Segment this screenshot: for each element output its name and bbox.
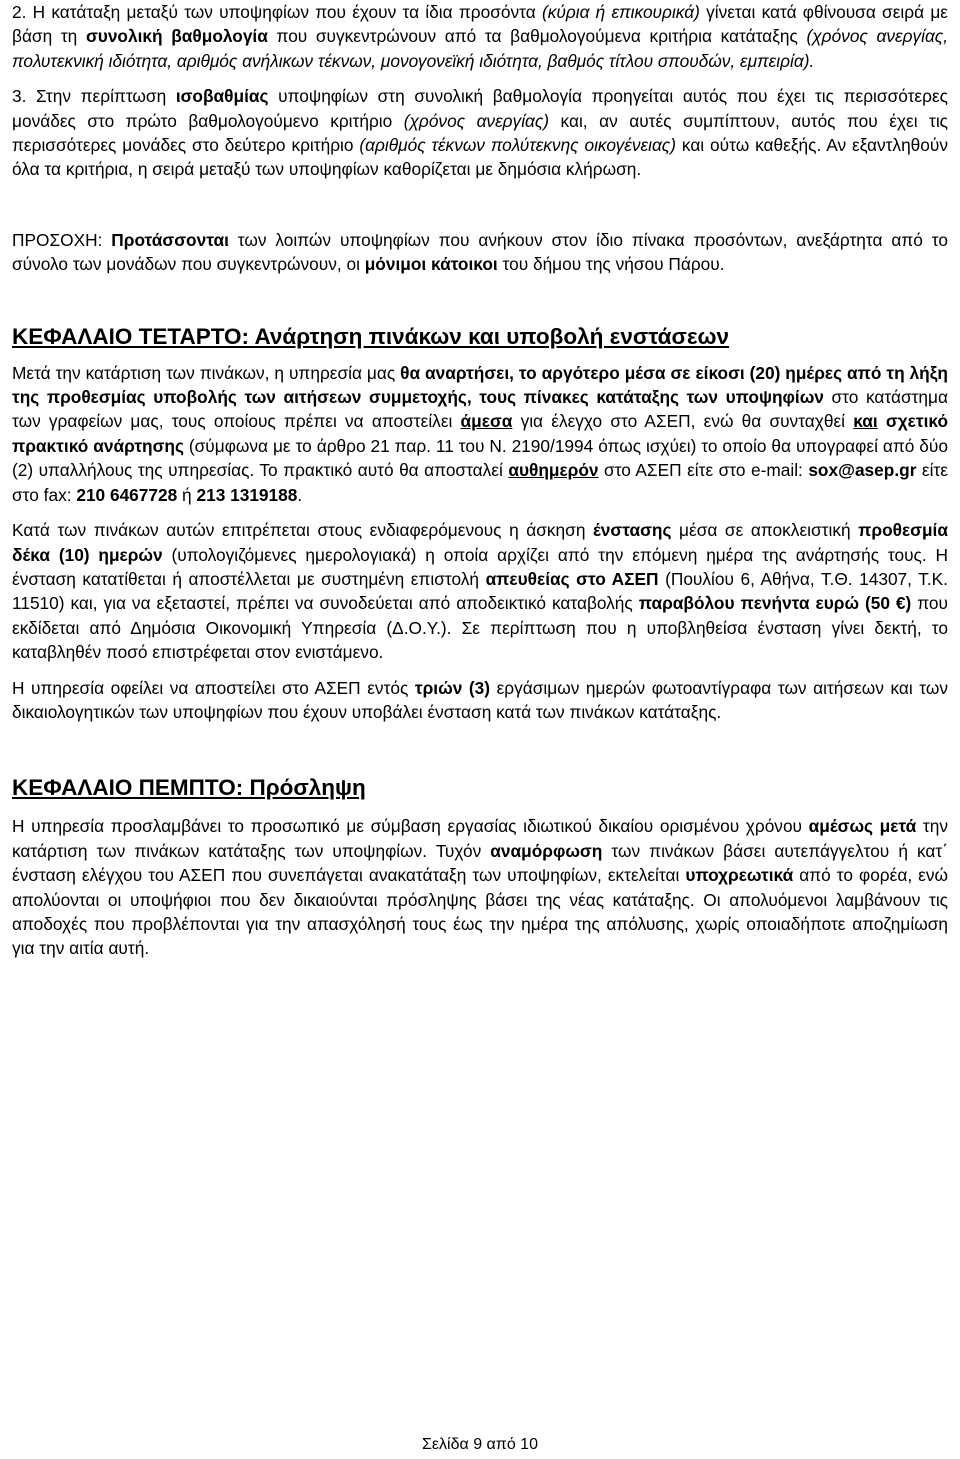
c5p1-text-f: υποχρεωτικά bbox=[685, 865, 794, 886]
c4p1-text-d: άμεσα bbox=[460, 411, 513, 432]
item3-text-e: και, αν αυτές συμπίπτουν, αυτός που έχει τις περισσότερες μονάδες στο δεύτερο κριτήριο bbox=[12, 110, 949, 156]
c5p1-text-e: των πινάκων βάσει αυτεπάγγελτου ή κατ΄ ένσταση ελέγχου του ΑΣΕΠ που συνεπάγεται ανακατάταξη των υποψηφίων, εκτελείται bbox=[12, 840, 948, 886]
c4p2-text-d: προθεσμία δέκα (10) ημερών bbox=[12, 520, 948, 565]
item3-text-g: και ούτω καθεξής. Αν εξαντληθούν όλα τα κριτήρια, η σειρά μεταξύ των υποψηφίων καθορίζεται με δημόσια κλήρωση. bbox=[12, 135, 948, 180]
c5p1-text-a: Η υπηρεσία προσλαμβάνει το προσωπικό με σύμβαση εργασίας ιδιωτικού δικαίου ορισμένου χρόνου bbox=[12, 816, 809, 837]
chapter-4-paragraph-1 bbox=[12, 361, 948, 507]
item3-text-d: (χρόνος ανεργίας) bbox=[403, 110, 550, 131]
chapter-4-paragraph-3 bbox=[12, 676, 948, 725]
c4p1-text-k: στο ΑΣΕΠ είτε στο e-mail: bbox=[598, 460, 809, 481]
c4p2-text-e: (υπολογιζόμενες ημερολογιακά) η οποία αρχίζει από την επόμενη ημέρα της ανάρτησής τους. Η ένσταση κατατίθεται ή αποστέλλεται με συστημένη επιστολή bbox=[12, 544, 949, 589]
fax-number-2: 213 1319188 bbox=[196, 484, 298, 505]
c4p1-text-c: στο κατάστημα των γραφείων μας, τους οποίους πρέπει να αποστείλει bbox=[12, 387, 948, 432]
item2-text-d: συνολική βαθμολογία bbox=[85, 26, 268, 47]
c4p1-text-e: για έλεγχο στο ΑΣΕΠ, ενώ θα συνταχθεί bbox=[512, 411, 854, 432]
c4p2-text-g: (Πουλίου 6, Αθήνα, Τ.Θ. 14307, Τ.Κ. 11510) και, για να εξεταστεί, πρέπει να συνοδεύεται από αποδεικτικό καταβολής bbox=[12, 568, 948, 614]
c4p1-text-h: σχετικό πρακτικό ανάρτησης bbox=[12, 411, 948, 456]
c4p2-text-b: ένστασης bbox=[593, 520, 672, 541]
item2-text-c: γίνεται κατά φθίνουσα σειρά με βάση τη bbox=[12, 2, 948, 47]
c5p1-text-c: την κατάρτιση των πινάκων κατάταξης των υποψηφίων. Τυχόν bbox=[12, 816, 948, 861]
chapter-4-paragraph-2 bbox=[12, 518, 948, 664]
paragraph-item-3 bbox=[12, 84, 948, 182]
c5p1-text-b: αμέσως μετά bbox=[808, 816, 917, 837]
c4p1-text-f: και bbox=[853, 411, 878, 432]
notice-text-b: Προτάσσονται bbox=[111, 229, 229, 250]
c4p3-text-a: Η υπηρεσία οφείλει να αποστείλει στο ΑΣΕΠ εντός bbox=[12, 677, 415, 698]
c4p1-text-g bbox=[878, 411, 886, 431]
notice-text-a: ΠΡΟΣΟΧΗ: bbox=[12, 229, 112, 250]
c4p2-text-a: Κατά των πινάκων αυτών επιτρέπεται στους ενδιαφερόμενους η άσκηση bbox=[12, 520, 594, 541]
item2-text-a: 2. Η κατάταξη μεταξύ των υποψηφίων που έχουν τα ίδια προσόντα bbox=[12, 2, 542, 22]
notice-text-d: μόνιμοι κάτοικοι bbox=[364, 254, 498, 275]
c4p1-text-a: Μετά την κατάρτιση των πινάκων, η υπηρεσία μας bbox=[12, 362, 401, 383]
document-page bbox=[12, 0, 948, 961]
notice-text-c: των λοιπών υποψηφίων που ανήκουν στον ίδιο πίνακα προσόντων, ανεξάρτητα από το σύνολο των μονάδων που συγκεντρώνουν, οι bbox=[12, 229, 948, 275]
c4p2-text-c: μέσα σε αποκλειστική bbox=[671, 520, 859, 541]
item3-text-a: 3. Στην περίπτωση bbox=[12, 86, 176, 107]
item3-text-c: υποψηφίων στη συνολική βαθμολογία προηγείται αυτός που έχει τις περισσότερες μονάδες στο πρώτο βαθμολογούμενο κριτήριο bbox=[12, 86, 948, 131]
item2-text-b: (κύρια ή επικουρικά) bbox=[541, 2, 700, 22]
email-address: sox@asep.gr bbox=[808, 460, 917, 481]
c4p3-text-c: εργάσιμων ημερών φωτοαντίγραφα των αιτήσεων και των δικαιολογητικών των υποψηφίων που έχουν υποβάλει ένσταση κατά των πινάκων κατάταξης. bbox=[12, 677, 949, 722]
chapter-4-title: ΚΕΦΑΛΑΙΟ ΤΕΤΑΡΤΟ: Ανάρτηση πινάκων και υποβολή ενστάσεων bbox=[12, 323, 730, 349]
c4p1-text-o: ή bbox=[177, 484, 197, 505]
c4p2-text-f: απευθείας στο ΑΣΕΠ bbox=[485, 568, 659, 589]
page-footer bbox=[0, 1436, 960, 1454]
chapter-5-title: ΚΕΦΑΛΑΙΟ ΠΕΜΠΤΟ: Πρόσληψη bbox=[12, 775, 366, 801]
c4p3-text-b: τριών (3) bbox=[414, 677, 491, 698]
c4p1-text-i: (σύμφωνα με το άρθρο 21 παρ. 11 του Ν. 2190/1994 όπως ισχύει) το οποίο θα υπογραφεί από δύο (2) υπαλλήλους της υπηρεσίας. Το πρακτικό αυτό θα αποσταλεί bbox=[12, 435, 948, 481]
c4p2-text-i: που εκδίδεται από Δημόσια Οικονομική Υπηρεσία (Δ.Ο.Υ.). Σε περίπτωση που η υποβληθείσα ένσταση γίνει δεκτή, το καταβληθέν ποσό επιστρέφεται στον ενιστάμενο. bbox=[12, 593, 948, 663]
chapter-5-paragraph-1 bbox=[12, 814, 948, 960]
c5p1-text-g: από το φορέα, ενώ απολύονται οι υποψήφιοι που δεν δικαιούνται πρόσληψης βάσει της νέας κατάταξης. Οι απολυόμενοι λαμβάνουν τις αποδοχές που προβλέπονται για την απασχόλησή τους έως την ημέρα της απόλυσης, χωρίς οποιαδήποτε αποζημίωση για την αιτία αυτή. bbox=[12, 865, 948, 959]
item3-text-f: (αριθμός τέκνων πολύτεκνης οικογένειας) bbox=[359, 135, 676, 156]
c4p1-text-q: . bbox=[297, 484, 303, 505]
c5p1-text-d: αναμόρφωση bbox=[490, 840, 603, 861]
item2-text-e: που συγκεντρώνουν από τα βαθμολογούμενα κριτήρια κατάταξης bbox=[267, 26, 807, 47]
paragraph-item-2 bbox=[12, 0, 948, 73]
c4p1-text-j: αυθημερόν bbox=[508, 460, 599, 481]
item2-text-f: (χρόνος ανεργίας, πολυτεκνική ιδιότητα, αριθμός ανήλικων τέκνων, μονογονεϊκή ιδιότητα, βαθμός τίτλου σπουδών, εμπειρία). bbox=[12, 26, 949, 71]
item3-text-b: ισοβαθμίας bbox=[175, 86, 269, 107]
c4p2-text-h: παραβόλου πενήντα ευρώ (50 €) bbox=[638, 593, 912, 614]
page-number: Σελίδα 9 από 10 bbox=[422, 1436, 538, 1453]
notice-text-e: του δήμου της νήσου Πάρου. bbox=[497, 254, 725, 275]
fax-number-1: 210 6467728 bbox=[76, 484, 178, 505]
c4p1-text-m: είτε στο fax: bbox=[12, 460, 948, 505]
paragraph-notice bbox=[12, 228, 948, 277]
c4p1-text-b: θα αναρτήσει, το αργότερο μέσα σε είκοσι (20) ημέρες από τη λήξη της προθεσμίας υποβολής των αιτήσεων συμμετοχής, τους πίνακες κατάταξης των υποψηφίων bbox=[12, 362, 948, 408]
